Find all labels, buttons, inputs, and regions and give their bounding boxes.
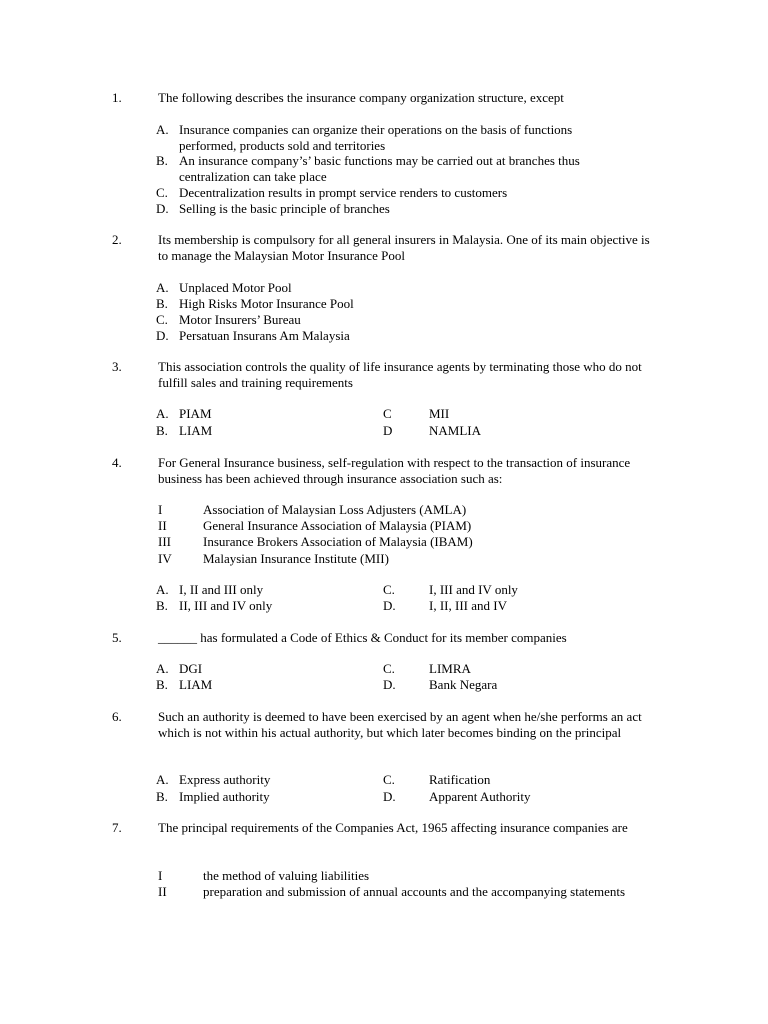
- option-text: I, II, III and IV: [429, 598, 507, 613]
- option-text: I, III and IV only: [429, 582, 518, 597]
- option-label: D.: [383, 789, 396, 804]
- option-a: [156, 280, 636, 296]
- option-text: Insurance companies can organize their operations on the basis of functions performed, products sold and territories: [179, 122, 573, 153]
- statement-label: III: [158, 534, 171, 549]
- question-stem: Such an authority is deemed to have been exercised by an agent when he/she performs an act which is not within his actual authority, but which later becomes binding on the principal: [158, 709, 642, 740]
- statement-label: IV: [158, 551, 172, 566]
- option-label: B.: [156, 789, 168, 804]
- option-c: [156, 312, 636, 328]
- option-text: Persatuan Insurans Am Malaysia: [179, 328, 350, 343]
- option-d: [156, 201, 636, 217]
- option-d: [383, 677, 497, 693]
- statement-text: preparation and submission of annual accounts and the accompanying statements: [203, 884, 626, 899]
- option-label: A.: [156, 280, 169, 295]
- option-text: High Risks Motor Insurance Pool: [179, 296, 354, 311]
- option-text: Express authority: [179, 772, 271, 787]
- option-text: I, II and III only: [179, 582, 264, 597]
- option-text: Bank Negara: [429, 677, 498, 692]
- question-number: 7.: [112, 820, 122, 835]
- question-number: 3.: [112, 359, 122, 374]
- option-label: D: [383, 423, 393, 438]
- option-a: [156, 661, 202, 677]
- statement-text: Insurance Brokers Association of Malaysia (IBAM): [203, 534, 473, 549]
- option-b: [156, 598, 272, 614]
- option-d: [383, 789, 530, 805]
- statement-i: [158, 502, 678, 518]
- option-b: [156, 423, 212, 439]
- option-a: [156, 122, 636, 154]
- option-text: Implied authority: [179, 789, 270, 804]
- option-label: D.: [383, 598, 396, 613]
- statement-label: II: [158, 518, 167, 533]
- statement-label: I: [158, 868, 163, 883]
- statement-ii: [158, 884, 678, 900]
- option-a: [156, 582, 263, 598]
- option-label: A.: [156, 582, 169, 597]
- statement-iii: [158, 534, 678, 550]
- question-number: 5.: [112, 630, 122, 645]
- option-d: [156, 328, 636, 344]
- question-number: 2.: [112, 232, 122, 247]
- option-b: [156, 296, 636, 312]
- option-text: LIMRA: [429, 661, 471, 676]
- question-stem: Its membership is compulsory for all general insurers in Malaysia. One of its main objective is to manage the Malaysian Motor Insurance Pool: [158, 232, 650, 263]
- question-number: 4.: [112, 455, 122, 470]
- option-label: C: [383, 406, 392, 421]
- statement-label: I: [158, 502, 163, 517]
- option-b: [156, 153, 636, 185]
- option-c: [383, 772, 490, 788]
- statement-iv: [158, 551, 678, 567]
- option-label: C.: [383, 661, 395, 676]
- option-text: MII: [429, 406, 450, 421]
- statement-text: Malaysian Insurance Institute (MII): [203, 551, 389, 566]
- option-c: [383, 661, 471, 677]
- option-b: [156, 789, 270, 805]
- option-text: LIAM: [179, 423, 213, 438]
- option-text: Motor Insurers’ Bureau: [179, 312, 301, 327]
- question-stem: For General Insurance business, self-regulation with respect to the transaction of insurance business has been achieved through insurance association such as:: [158, 455, 631, 486]
- statement-ii: [158, 518, 678, 534]
- option-label: D.: [156, 201, 169, 216]
- option-b: [156, 677, 212, 693]
- option-text: Unplaced Motor Pool: [179, 280, 292, 295]
- option-d: [383, 598, 507, 614]
- option-text: LIAM: [179, 677, 213, 692]
- option-label: A.: [156, 661, 169, 676]
- option-text: Apparent Authority: [429, 789, 531, 804]
- question-stem: This association controls the quality of life insurance agents by terminating those who do not fulfill sales and training requirements: [158, 359, 642, 390]
- option-text: II, III and IV only: [179, 598, 273, 613]
- option-label: D.: [383, 677, 396, 692]
- option-text: Ratification: [429, 772, 491, 787]
- statement-i: [158, 868, 678, 884]
- option-label: A.: [156, 122, 169, 137]
- option-c: [383, 406, 449, 422]
- option-label: B.: [156, 296, 168, 311]
- option-label: A.: [156, 406, 169, 421]
- option-label: B.: [156, 677, 168, 692]
- option-text: Selling is the basic principle of branches: [179, 201, 390, 216]
- option-a: [156, 406, 212, 422]
- question-stem: ______ has formulated a Code of Ethics & Conduct for its member companies: [158, 630, 567, 645]
- statement-text: the method of valuing liabilities: [203, 868, 370, 883]
- option-text: Decentralization results in prompt service renders to customers: [179, 185, 508, 200]
- option-label: B.: [156, 423, 168, 438]
- option-label: A.: [156, 772, 169, 787]
- option-d: [383, 423, 481, 439]
- option-text: An insurance company’s’ basic functions may be carried out at branches thus centralization can take place: [179, 153, 580, 184]
- option-label: C.: [156, 312, 168, 327]
- option-label: C.: [383, 582, 395, 597]
- statement-text: Association of Malaysian Loss Adjusters (AMLA): [203, 502, 467, 517]
- option-label: B.: [156, 598, 168, 613]
- option-text: PIAM: [179, 406, 212, 421]
- option-c: [156, 185, 636, 201]
- option-text: NAMLIA: [429, 423, 481, 438]
- statement-text: General Insurance Association of Malaysia (PIAM): [203, 518, 472, 533]
- option-label: C.: [156, 185, 168, 200]
- option-label: D.: [156, 328, 169, 343]
- option-a: [156, 772, 270, 788]
- question-number: 1.: [112, 90, 122, 105]
- statement-label: II: [158, 884, 167, 899]
- question-stem: The following describes the insurance company organization structure, except: [158, 90, 564, 105]
- question-number: 6.: [112, 709, 122, 724]
- option-label: B.: [156, 153, 168, 168]
- option-text: DGI: [179, 661, 203, 676]
- option-label: C.: [383, 772, 395, 787]
- option-c: [383, 582, 518, 598]
- question-stem: The principal requirements of the Companies Act, 1965 affecting insurance companies are: [158, 820, 628, 835]
